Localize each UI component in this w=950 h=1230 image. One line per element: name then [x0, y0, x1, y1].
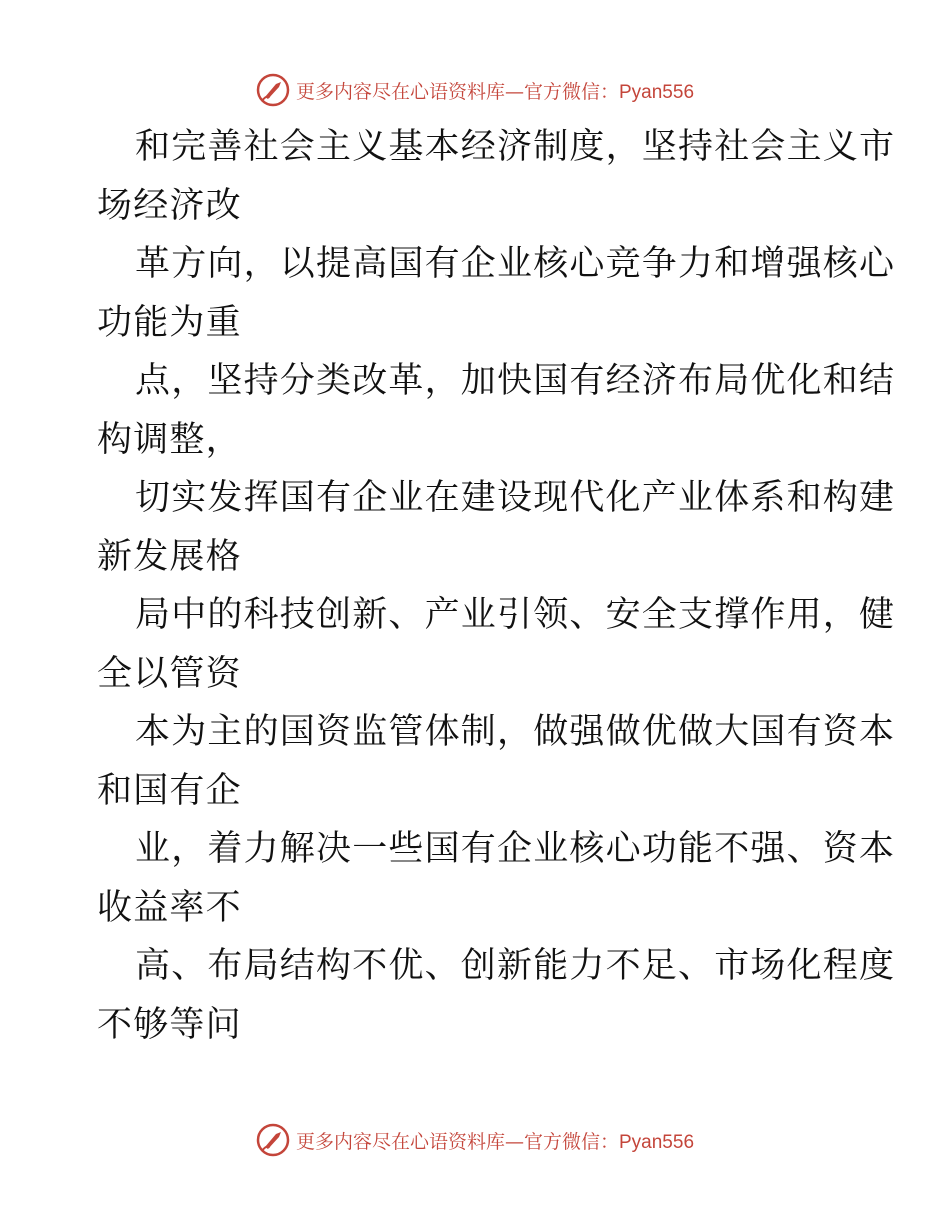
- body-line-3: 革方向，以提高国有企业核心竞争力和增强核心: [135, 244, 896, 284]
- document-body: [97, 118, 896, 1054]
- header-banner-text: [296, 77, 694, 104]
- footer-banner-text: [296, 1127, 694, 1154]
- pen-nib-logo-icon: [256, 73, 290, 107]
- body-line-10: 全以管资: [97, 653, 242, 694]
- footer-banner: [0, 1120, 950, 1160]
- footer-separator: —: [504, 1130, 524, 1153]
- body-line-6: 构调整，: [97, 419, 242, 460]
- body-line-8: 新发展格: [97, 536, 242, 577]
- header-wechat-label: 官方微信：: [523, 80, 619, 103]
- body-line-2: 场经济改: [97, 185, 242, 226]
- body-line-11: 本为主的国资监管体制，做强做优做大国有资本: [135, 712, 896, 752]
- body-line-5: 点，坚持分类改革，加快国有经济布局优化和结: [135, 361, 896, 401]
- body-line-1: 和完善社会主义基本经济制度，坚持社会主义市: [135, 127, 896, 167]
- footer-site-name: 更多内容尽在心语资料库: [295, 1130, 505, 1153]
- pen-nib-logo-icon: [256, 1123, 290, 1157]
- footer-wechat-id: Pyan556: [619, 1131, 695, 1153]
- footer-wechat-label: 官方微信：: [523, 1130, 619, 1153]
- body-line-16: 不够等问: [97, 1004, 242, 1045]
- body-line-14: 收益率不: [97, 887, 242, 928]
- body-line-4: 功能为重: [97, 302, 242, 343]
- body-line-12: 和国有企: [97, 770, 242, 811]
- body-line-15: 高、布局结构不优、创新能力不足、市场化程度: [135, 946, 896, 986]
- header-site-name: 更多内容尽在心语资料库: [295, 80, 505, 103]
- body-line-7: 切实发挥国有企业在建设现代化产业体系和构建: [135, 478, 896, 518]
- header-wechat-id: Pyan556: [619, 81, 695, 103]
- body-line-13: 业，着力解决一些国有企业核心功能不强、资本: [135, 829, 896, 869]
- body-line-9: 局中的科技创新、产业引领、安全支撑作用，健: [135, 595, 896, 635]
- header-banner: [0, 70, 950, 110]
- header-separator: —: [504, 80, 524, 103]
